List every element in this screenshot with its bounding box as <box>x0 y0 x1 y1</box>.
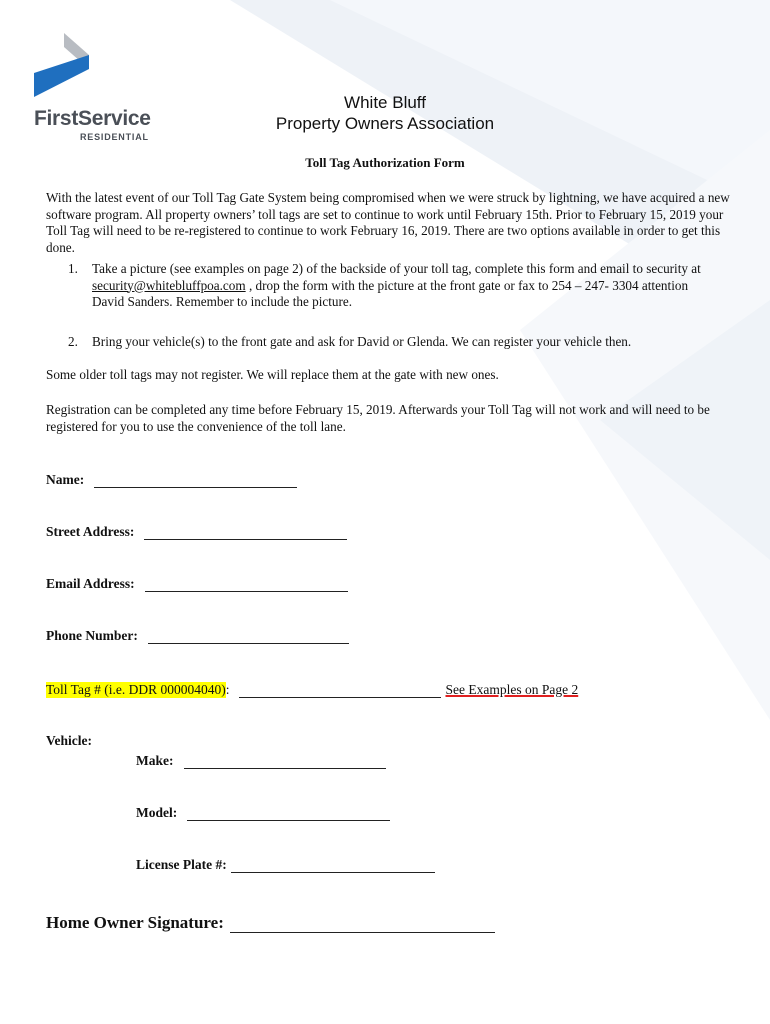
logo-mark-icon <box>34 33 94 103</box>
make-label: Make: <box>136 753 174 768</box>
name-field <box>46 472 297 488</box>
vehicle-label: Vehicle: <box>46 733 92 748</box>
intro-paragraph: With the latest event of our Toll Tag Gate System being compromised when we were struck by lightning, we have acquired a new software program. All property owners’ toll tags are set to continue to work until February 15th. Prior to February 15, 2019 your Toll Tag will need to be re-registered to continue to work February 16, 2019. There are two options available in order to get this done. <box>46 190 730 255</box>
option-1-text-after: , drop the form with the picture at the front gate or fax to 254 – 247- 3304 attention David Sanders. Remember to include the picture. <box>92 277 689 309</box>
license-plate-field <box>136 857 435 873</box>
model-input-line[interactable] <box>187 806 390 821</box>
phone-number-input-line[interactable] <box>148 629 349 644</box>
make-field <box>136 753 386 769</box>
option-1-text <box>92 261 722 311</box>
street-address-input-line[interactable] <box>144 525 347 540</box>
toll-tag-label: Toll Tag # (i.e. DDR 000004040) <box>46 682 226 697</box>
hoa-subtitle: Property Owners Association <box>275 114 495 133</box>
older-tags-note: Some older toll tags may not register. We will replace them at the gate with new ones. <box>46 367 499 382</box>
logo-subtitle: RESIDENTIAL <box>80 132 149 142</box>
signature-field <box>46 913 495 933</box>
option-2-number: 2. <box>68 334 78 349</box>
phone-number-field <box>46 628 349 644</box>
make-input-line[interactable] <box>184 754 386 769</box>
license-plate-label: License Plate #: <box>136 857 227 872</box>
option-2-text: Bring your vehicle(s) to the front gate and ask for David or Glenda. We can register your vehicle then. <box>92 334 632 349</box>
option-1-number: 1. <box>68 261 78 276</box>
firstservice-logo <box>34 33 151 143</box>
toll-tag-input-line[interactable] <box>239 683 441 698</box>
license-plate-input-line[interactable] <box>231 858 435 873</box>
street-address-label: Street Address: <box>46 524 135 539</box>
option-1-text-before: Take a picture (see examples on page 2) of the backside of your toll tag, complete this form and email to security at <box>92 261 701 276</box>
registration-note: Registration can be completed any time before February 15, 2019. Afterwards your Toll Tag will not work and will need to be registered for you to use the convenience of the toll lane. <box>46 402 710 434</box>
phone-number-label: Phone Number: <box>46 628 138 643</box>
model-field <box>136 805 390 821</box>
signature-label: Home Owner Signature: <box>46 913 224 932</box>
name-input-line[interactable] <box>94 473 297 488</box>
toll-tag-field <box>46 682 578 698</box>
name-label: Name: <box>46 472 85 487</box>
form-title: Toll Tag Authorization Form <box>305 155 465 170</box>
toll-tag-colon: : <box>225 682 230 697</box>
street-address-field <box>46 524 347 540</box>
see-examples-link[interactable]: See Examples on Page 2 <box>445 682 579 697</box>
hoa-name: White Bluff <box>344 93 426 112</box>
security-email-link[interactable]: security@whitebluffpoa.com <box>92 277 246 293</box>
logo-name: FirstService <box>34 107 151 130</box>
email-address-field <box>46 576 348 592</box>
email-address-input-line[interactable] <box>145 577 348 592</box>
signature-input-line[interactable] <box>230 914 495 933</box>
email-address-label: Email Address: <box>46 576 135 591</box>
model-label: Model: <box>136 805 178 820</box>
